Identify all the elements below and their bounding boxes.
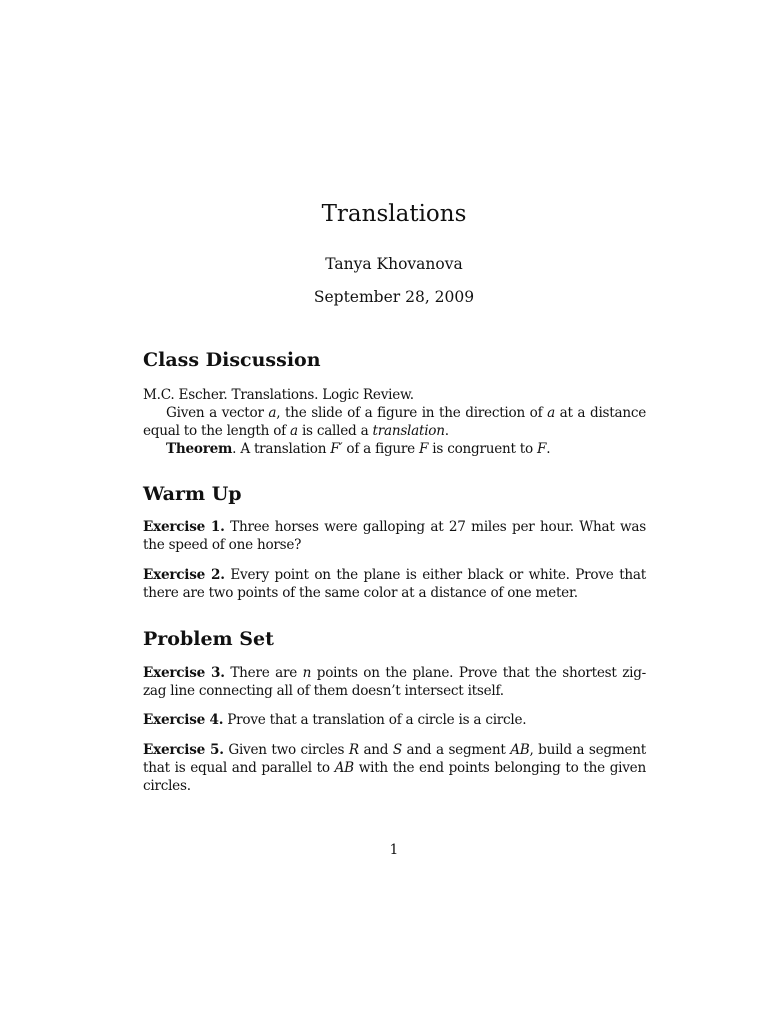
exercise-label: Exercise 2. [143,567,225,583]
exercise-label: Exercise 4. [143,712,224,728]
class-discussion-body [143,386,646,458]
translation-term: translation [372,423,445,439]
theorem-statement: Theorem. A translation F′ of a figure F is congruent to F. [166,441,551,457]
exercise-2: Exercise 2. Every point on the plane is either black or white. Prove that there are two points of the same color at a distance of one meter. [143,567,646,601]
exercise-label: Exercise 1. [143,519,225,535]
exercise-4: Exercise 4. Prove that a translation of a circle is a circle. [143,712,527,728]
theorem-label: Theorem [166,441,233,457]
section-heading-problem-set: Problem Set [143,628,274,650]
section-heading-class-discussion: Class Discussion [143,349,321,371]
exercise-3: Exercise 3. There are n points on the plane. Prove that the shortest zig-zag line connecting all of them doesn’t intersect itself. [143,665,647,699]
exercise-label: Exercise 5. [143,742,224,758]
exercise-1: Exercise 1. Three horses were galloping at 27 miles per hour. What was the speed of one horse? [143,519,647,553]
discussion-intro: M.C. Escher. Translations. Logic Review. [143,387,414,403]
document-title: Translations [321,201,467,227]
document-date: September 28, 2009 [313,288,475,306]
page-number: 1 [389,842,399,858]
author-name: Tanya Khovanova [325,255,463,273]
exercise-5: Exercise 5. Given two circles R and S and a segment AB, build a segment that is equal and parallel to AB with the end points belonging to the given circles. [143,742,646,794]
section-heading-warm-up: Warm Up [143,483,242,505]
translation-definition: Given a vector a, the slide of a figure in the direction of a at a distance equal to the length of a is called a translation. [143,405,647,439]
exercise-label: Exercise 3. [143,665,225,681]
